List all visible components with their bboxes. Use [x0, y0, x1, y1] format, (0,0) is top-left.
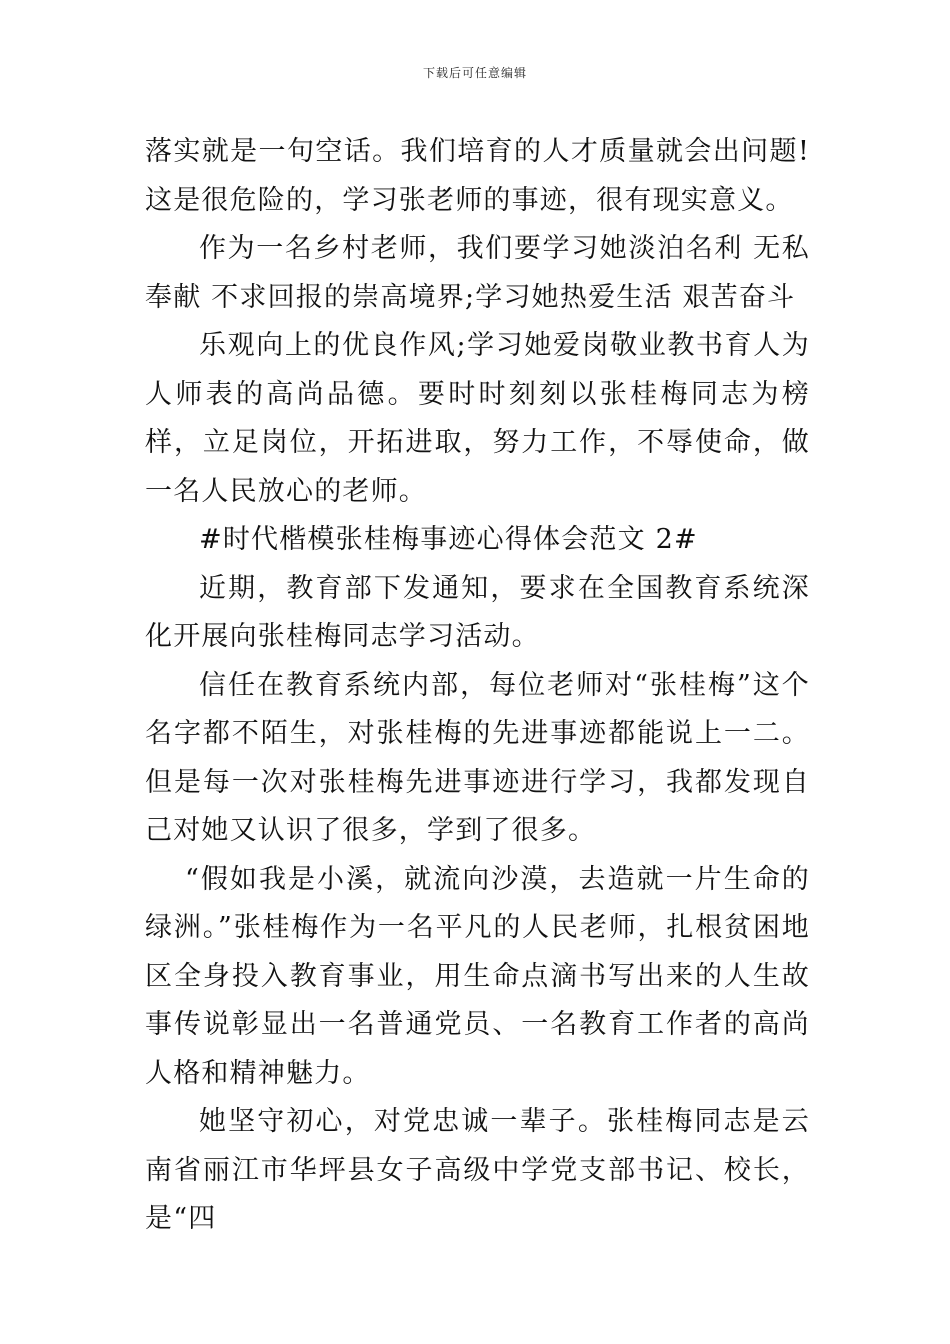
section-heading: #时代楷模张桂梅事迹心得体会范文 2#: [199, 524, 698, 555]
paragraph-5: 信任在教育系统内部，每位老师对“张桂梅”这个名字都不陌生，对张桂梅的先进事迹都能说上一二。但是每一次对张桂梅先进事迹进行学习，我都发现自己对她又认识了很多，学到了很多。: [145, 669, 810, 846]
document-body: [145, 128, 810, 1244]
paragraph-6: “假如我是小溪，就流向沙漠，去造就一片生命的绿洲。”张桂梅作为一名平凡的人民老师，扎根贫困地区全身投入教育事业，用生命点滴书写出来的人生故事传说彰显出一名普通党员、一名教育工作者的高尚人格和精神魅力。: [145, 863, 810, 1089]
paragraph-2: 作为一名乡村老师，我们要学习她淡泊名利 无私奉献 不求回报的崇高境界;学习她热爱生活 艰苦奋斗: [145, 233, 810, 313]
paragraph-1: 落实就是一句空话。我们培育的人才质量就会出问题!这是很危险的，学习张老师的事迹，很有现实意义。: [145, 136, 810, 216]
page-header: 下载后可任意编辑: [422, 66, 527, 80]
paragraph-4: 近期，教育部下发通知，要求在全国教育系统深化开展向张桂梅同志学习活动。: [145, 572, 810, 652]
paragraph-7: 她坚守初心，对党忠诚一辈子。张桂梅同志是云南省丽江市华坪县女子高级中学党支部书记、校长，是“四: [145, 1106, 810, 1234]
paragraph-3: 乐观向上的优良作风;学习她爱岗敬业教书育人为人师表的高尚品德。要时时刻刻以张桂梅同志为榜样，立足岗位，开拓进取，努力工作，不辱使命，做一名人民放心的老师。: [145, 330, 810, 507]
